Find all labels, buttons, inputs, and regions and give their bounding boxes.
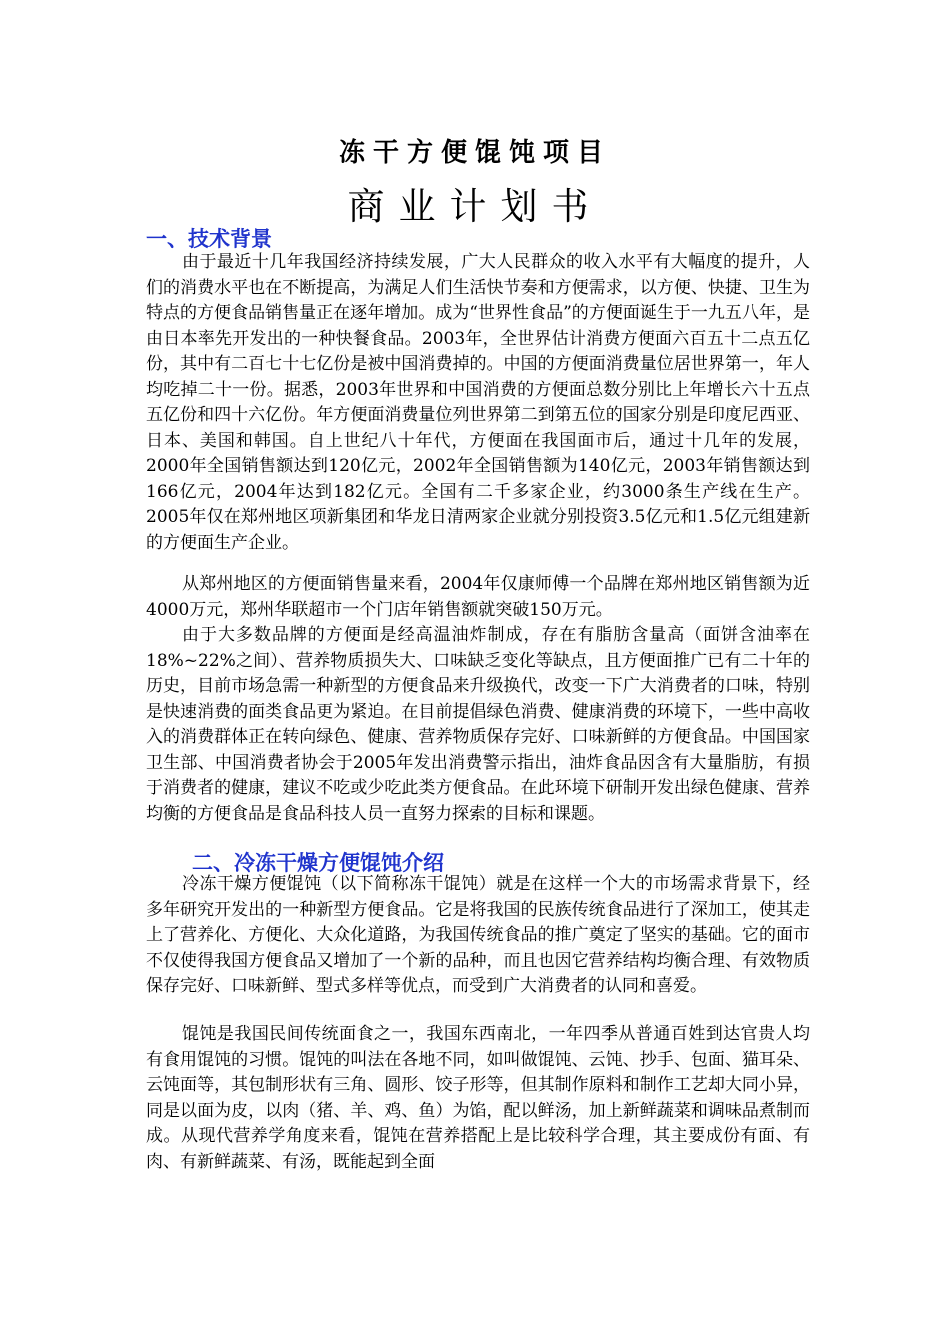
section-heading-technical-background: 一、技术背景 bbox=[146, 227, 272, 251]
paragraph: 馄饨是我国民间传统面食之一，我国东西南北，一年四季从普通百姓到达官贵人均有食用馄饨的习惯。馄饨的叫法在各地不同，如叫做馄饨、云饨、抄手、包面、猫耳朵、云饨面等，其包制形状有三角、圆形、饺子形等，但其制作原料和制作工艺却大同小异，同是以面为皮，以肉（猪、羊、鸡、鱼）为馅，配以鲜汤，加上新鲜蔬菜和调味品煮制而成。从现代营养学角度来看，馄饨在营养搭配上是比较科学合理，其主要成份有面、有肉、有新鲜蔬菜、有汤，既能起到全面 bbox=[146, 1024, 810, 1172]
section-heading-product-intro: 二、冷冻干燥方便馄饨介绍 bbox=[192, 851, 444, 875]
paragraph: 由于最近十几年我国经济持续发展，广大人民群众的收入水平有大幅度的提升，人们的消费水平也在不断提高，为满足人们生活快节奏和方便需求，以方便、快捷、卫生为特点的方便食品销售量正在逐年增加。成为“世界性食品”的方便面诞生于一九五八年，是由日本率先开发出的一种快餐食品。2003年，全世界估计消费方便面六百五十二点五亿份，其中有二百七十七亿份是被中国消费掉的。中国的方便面消费量位居世界第一，年人均吃掉二十一份。据悉，2003年世界和中国消费的方便面总数分别比上年增长六十五点五亿份和四十六亿份。年方便面消费量位列世界第二到第五位的国家分别是印度尼西亚、日本、美国和韩国。自上世纪八十年代，方便面在我国面市后，通过十几年的发展，2000年全国销售额达到120亿元，2002年全国销售额为140亿元，2003年销售额达到166亿元，2004年达到182亿元。全国有二千多家企业，约3000条生产线在生产。2005年仅在郑州地区项新集团和华龙日清两家企业就分别投资3.5亿元和1.5亿元组建新的方便面生产企业。 bbox=[146, 252, 810, 553]
paragraph: 从郑州地区的方便面销售量来看，2004年仅康师傅一个品牌在郑州地区销售额为近4000万元，郑州华联超市一个门店年销售额就突破150万元。 bbox=[146, 574, 810, 620]
document-subtitle: 商业计划书 bbox=[347, 185, 603, 228]
document-title: 冻干方便馄饨项目 bbox=[338, 138, 611, 168]
paragraph: 由于大多数品牌的方便面是经高温油炸制成，存在有脂肪含量高（面饼含油率在18%~22%之间）、营养物质损失大、口味缺乏变化等缺点，且方便面推广已有二十年的历史，目前市场急需一种新型的方便食品来升级换代，改变一下广大消费者的口味，特别是快速消费的面类食品更为紧迫。在目前提倡绿色消费、健康消费的环境下，一些中高收入的消费群体正在转向绿色、健康、营养物质保存完好、口味新鲜的方便食品。中国国家卫生部、中国消费者协会于2005年发出消费警示指出，油炸食品因含有大量脂肪，有损于消费者的健康，建议不吃或少吃此类方便食品。在此环境下研制开发出绿色健康、营养均衡的方便食品是食品科技人员一直努力探索的目标和课题。 bbox=[146, 625, 810, 824]
paragraph: 冷冻干燥方便馄饨（以下简称冻干馄饨）就是在这样一个大的市场需求背景下，经多年研究开发出的一种新型方便食品。它是将我国的民族传统食品进行了深加工，使其走上了营养化、方便化、大众化道路，为我国传统食品的推广奠定了坚实的基础。它的面市不仅使得我国方便食品又增加了一个新的品种，而且也因它营养结构均衡合理、有效物质保存完好、口味新鲜、型式多样等优点，而受到广大消费者的认同和喜爱。 bbox=[146, 874, 810, 996]
